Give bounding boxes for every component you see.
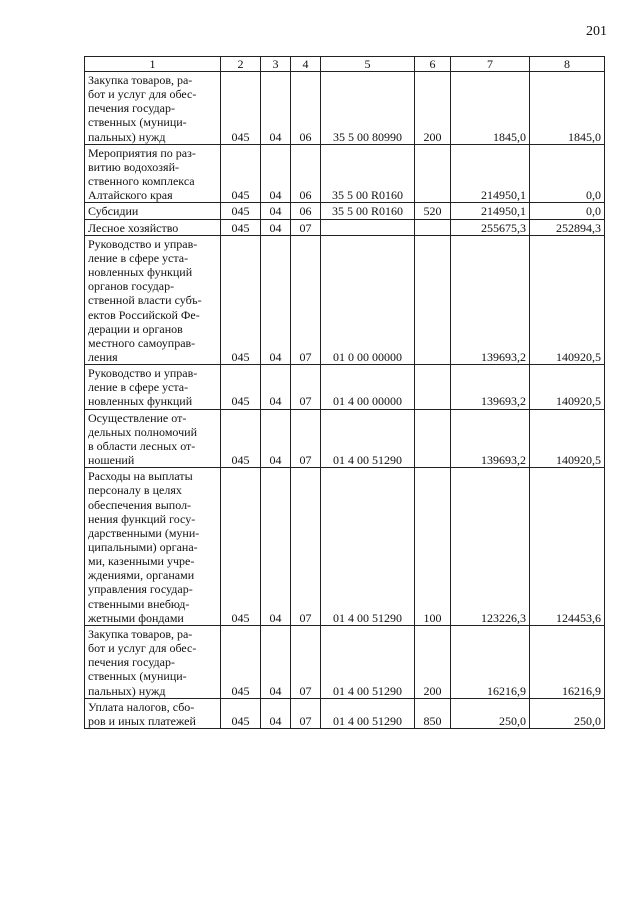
table-row xyxy=(85,365,605,409)
amount-col8-cell: 124453,6 xyxy=(530,468,605,626)
expense-name-cell xyxy=(85,144,221,203)
target-article-cell: 01 4 00 00000 xyxy=(321,365,415,409)
target-article-cell: 01 4 00 51290 xyxy=(321,409,415,468)
expense-name: Закупка товаров, ра- бот и услуг для обес- печения государ- ственных (муници- пальных) нужд xyxy=(88,73,197,144)
budget-table xyxy=(84,56,605,729)
expense-type-cell: 200 xyxy=(415,72,451,145)
amount-col8-cell: 140920,5 xyxy=(530,365,605,409)
expense-type-cell: 200 xyxy=(415,625,451,698)
section-code-cell: 04 xyxy=(261,203,291,219)
amount-col8-cell: 250,0 xyxy=(530,698,605,728)
ministry-code-cell: 045 xyxy=(221,365,261,409)
section-code-cell: 04 xyxy=(261,144,291,203)
subsection-code-cell: 07 xyxy=(291,468,321,626)
expense-type-cell: 100 xyxy=(415,468,451,626)
expense-name: Мероприятия по раз- витию водохозяй- ственного комплекса Алтайского края xyxy=(88,145,196,203)
expense-name-cell xyxy=(85,365,221,409)
subsection-code-cell: 07 xyxy=(291,365,321,409)
amount-col8-cell: 140920,5 xyxy=(530,235,605,364)
expense-name-cell xyxy=(85,235,221,364)
expense-type-cell: 850 xyxy=(415,698,451,728)
amount-col8-cell: 0,0 xyxy=(530,203,605,219)
amount-col7-cell: 16216,9 xyxy=(451,625,530,698)
section-code-cell: 04 xyxy=(261,625,291,698)
column-header: 4 xyxy=(291,57,321,72)
amount-col8-cell: 252894,3 xyxy=(530,219,605,235)
expense-name-cell xyxy=(85,72,221,145)
ministry-code-cell: 045 xyxy=(221,625,261,698)
table-row xyxy=(85,625,605,698)
column-header: 3 xyxy=(261,57,291,72)
expense-name-cell xyxy=(85,219,221,235)
amount-col7-cell: 123226,3 xyxy=(451,468,530,626)
target-article-cell: 01 0 00 00000 xyxy=(321,235,415,364)
section-code-cell: 04 xyxy=(261,219,291,235)
expense-name-cell xyxy=(85,698,221,728)
table-header-row xyxy=(85,57,605,72)
table-row xyxy=(85,144,605,203)
ministry-code-cell: 045 xyxy=(221,219,261,235)
section-code-cell: 04 xyxy=(261,235,291,364)
table-row xyxy=(85,409,605,468)
expense-name: Субсидии xyxy=(88,204,139,219)
column-header: 5 xyxy=(321,57,415,72)
column-header: 7 xyxy=(451,57,530,72)
table-row xyxy=(85,72,605,145)
table-row xyxy=(85,468,605,626)
expense-name: Закупка товаров, ра- бот и услуг для обес- печения государ- ственных (муници- пальных) нужд xyxy=(88,626,197,698)
target-article-cell xyxy=(321,219,415,235)
table-row xyxy=(85,698,605,728)
expense-type-cell: 520 xyxy=(415,203,451,219)
subsection-code-cell: 06 xyxy=(291,203,321,219)
column-header: 2 xyxy=(221,57,261,72)
column-header: 8 xyxy=(530,57,605,72)
amount-col7-cell: 139693,2 xyxy=(451,409,530,468)
amount-col7-cell: 139693,2 xyxy=(451,365,530,409)
subsection-code-cell: 07 xyxy=(291,625,321,698)
subsection-code-cell: 06 xyxy=(291,72,321,145)
target-article-cell: 01 4 00 51290 xyxy=(321,698,415,728)
expense-name: Лесное хозяйство xyxy=(88,220,179,235)
ministry-code-cell: 045 xyxy=(221,409,261,468)
ministry-code-cell: 045 xyxy=(221,144,261,203)
amount-col7-cell: 1845,0 xyxy=(451,72,530,145)
expense-type-cell xyxy=(415,365,451,409)
column-header: 6 xyxy=(415,57,451,72)
expense-name-cell xyxy=(85,625,221,698)
target-article-cell: 01 4 00 51290 xyxy=(321,468,415,626)
subsection-code-cell: 07 xyxy=(291,219,321,235)
amount-col7-cell: 214950,1 xyxy=(451,144,530,203)
ministry-code-cell: 045 xyxy=(221,698,261,728)
expense-name: Руководство и управ- ление в сфере уста- новленных функций xyxy=(88,366,198,409)
expense-name-cell xyxy=(85,468,221,626)
table-row xyxy=(85,219,605,235)
target-article-cell: 35 5 00 R0160 xyxy=(321,203,415,219)
amount-col7-cell: 250,0 xyxy=(451,698,530,728)
target-article-cell: 01 4 00 51290 xyxy=(321,625,415,698)
table-row xyxy=(85,235,605,364)
expense-type-cell xyxy=(415,235,451,364)
expense-name: Расходы на выплаты персоналу в целях обеспечения выпол- нения функций госу- дарственными (муни- ципальными) органа- ми, казенными учре- ждениями, органами управления государ- ственными внебюд- жетными фондами xyxy=(88,469,200,625)
section-code-cell: 04 xyxy=(261,365,291,409)
column-header: 1 xyxy=(85,57,221,72)
target-article-cell: 35 5 00 R0160 xyxy=(321,144,415,203)
table-row xyxy=(85,203,605,219)
amount-col8-cell: 1845,0 xyxy=(530,72,605,145)
subsection-code-cell: 07 xyxy=(291,409,321,468)
section-code-cell: 04 xyxy=(261,409,291,468)
amount-col8-cell: 16216,9 xyxy=(530,625,605,698)
expense-type-cell xyxy=(415,144,451,203)
ministry-code-cell: 045 xyxy=(221,235,261,364)
subsection-code-cell: 07 xyxy=(291,698,321,728)
amount-col7-cell: 214950,1 xyxy=(451,203,530,219)
section-code-cell: 04 xyxy=(261,698,291,728)
amount-col7-cell: 139693,2 xyxy=(451,235,530,364)
subsection-code-cell: 06 xyxy=(291,144,321,203)
page-number: 201 xyxy=(586,24,607,39)
amount-col8-cell: 140920,5 xyxy=(530,409,605,468)
ministry-code-cell: 045 xyxy=(221,203,261,219)
expense-type-cell xyxy=(415,409,451,468)
section-code-cell: 04 xyxy=(261,72,291,145)
expense-type-cell xyxy=(415,219,451,235)
amount-col7-cell: 255675,3 xyxy=(451,219,530,235)
ministry-code-cell: 045 xyxy=(221,468,261,626)
expense-name: Осуществление от- дельных полномочий в области лесных от- ношений xyxy=(88,410,197,468)
expense-name-cell xyxy=(85,203,221,219)
section-code-cell: 04 xyxy=(261,468,291,626)
target-article-cell: 35 5 00 80990 xyxy=(321,72,415,145)
ministry-code-cell: 045 xyxy=(221,72,261,145)
expense-name-cell xyxy=(85,409,221,468)
expense-name: Уплата налогов, сбо- ров и иных платежей xyxy=(88,699,196,728)
amount-col8-cell: 0,0 xyxy=(530,144,605,203)
subsection-code-cell: 07 xyxy=(291,235,321,364)
expense-name: Руководство и управ- ление в сфере уста- новленных функций органов государ- ственной власти субъ- ектов Российской Фе- дерации и органов местного самоуправ- ления xyxy=(88,236,202,364)
